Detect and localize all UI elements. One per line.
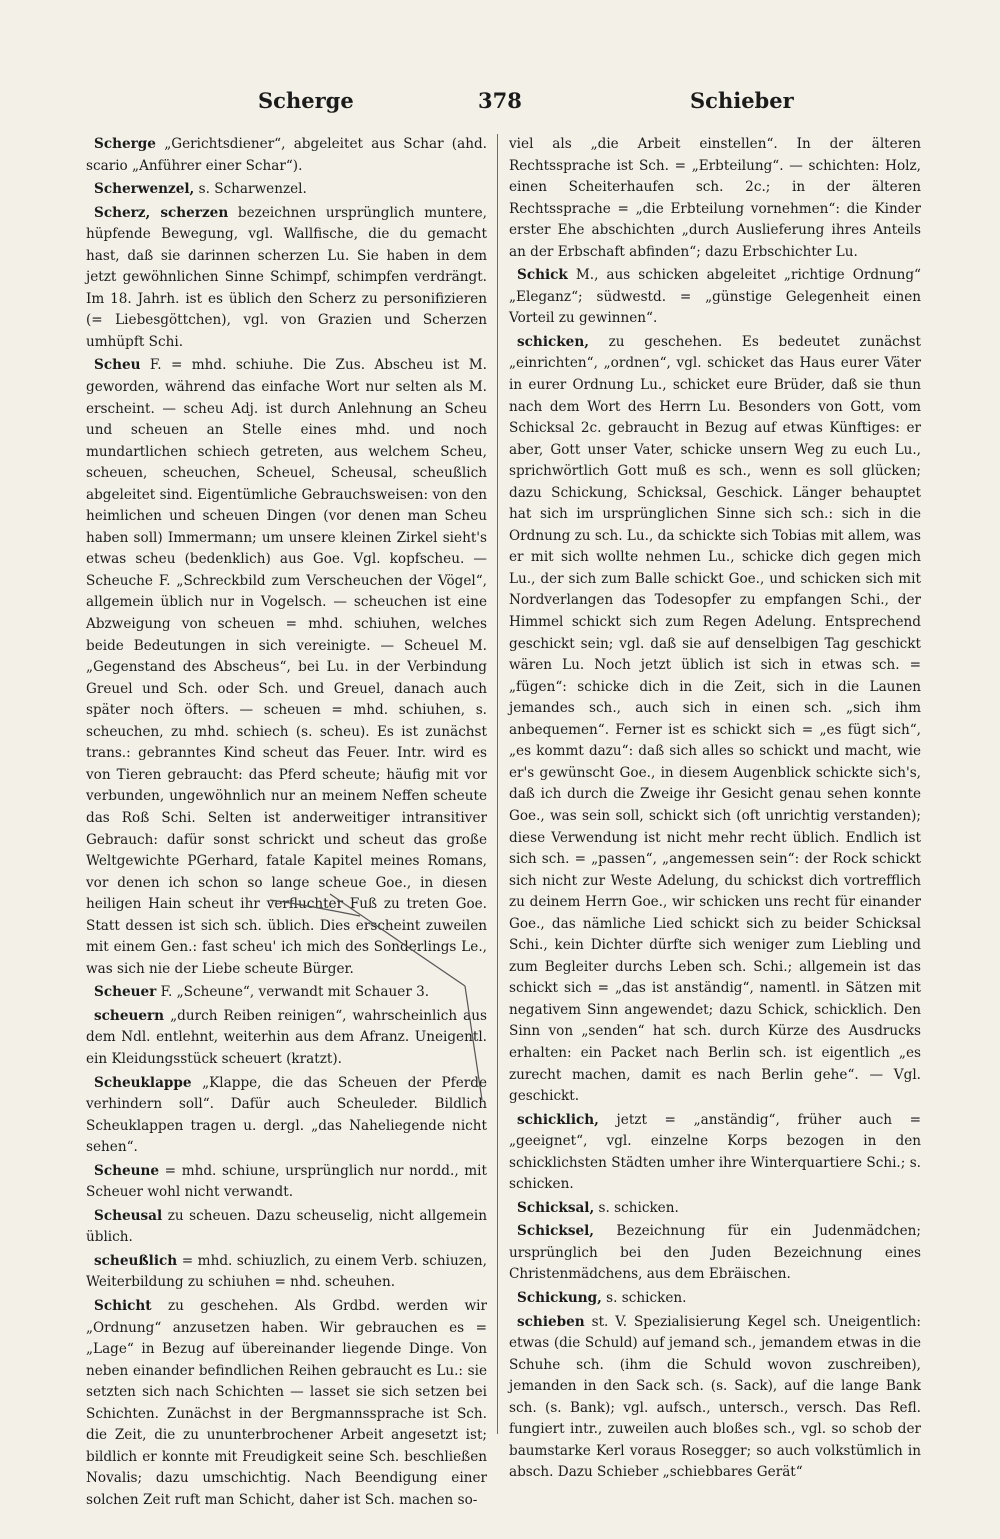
- entry-text: „Gerichtsdiener“, abgeleitet aus Schar (ahd. scario „Anführer einer Schar“).: [86, 136, 487, 174]
- dictionary-entry: [86, 1296, 487, 1511]
- header-right-catchword: Schieber: [690, 88, 794, 113]
- dictionary-entry: [86, 134, 487, 177]
- entry-headword: schicklich,: [517, 1111, 599, 1128]
- left-column: [86, 134, 487, 1508]
- dictionary-entry: [86, 982, 487, 1004]
- dictionary-entry: [509, 265, 921, 330]
- entry-text: F. „Scheune“, verwandt mit Schauer 3.: [156, 984, 430, 1001]
- entry-headword: Scheune: [94, 1162, 160, 1179]
- entry-text: M., aus schicken abgeleitet „richtige Ordnung“ „Eleganz“; südwestd. = „günstige Gelegenheit einen Vorteil zu gewinnen“.: [509, 267, 921, 327]
- page-number: 378: [478, 88, 522, 113]
- dictionary-entry: [86, 1073, 487, 1159]
- entry-headword: Schicht: [94, 1297, 152, 1314]
- entry-headword: schieben: [517, 1313, 585, 1330]
- dictionary-entry: [509, 1221, 921, 1286]
- entry-headword: Scheusal: [94, 1207, 163, 1224]
- entry-headword: Scherz, scherzen: [94, 204, 229, 221]
- dictionary-entry: [86, 1251, 487, 1294]
- dictionary-entry: [86, 179, 487, 201]
- dictionary-entry: [509, 134, 921, 263]
- entry-headword: schicken,: [517, 333, 589, 350]
- dictionary-entry: [509, 1110, 921, 1196]
- header-left-catchword: Scherge: [258, 88, 354, 113]
- entry-text: jetzt = „anständig“, früher auch = „geeignet“, vgl. einzelne Korps bezogen in den schicklichsten Städten umher ihre Winterquartiere Schi.; s. schicken.: [509, 1111, 921, 1193]
- dictionary-entry: [509, 1312, 921, 1484]
- dictionary-entry: [86, 1161, 487, 1204]
- entry-headword: Schick: [517, 267, 568, 284]
- entry-headword: Scherge: [94, 136, 156, 152]
- entry-text: bezeichnen ursprünglich muntere, hüpfende Bewegung, vgl. Wallfische, die du gemacht hast, daß sie darinnen scherzen Lu. Sie haben in dem jetzt gewöhnlichen Sinne Schimpf, schimpfen verdrängt. Im 18. Jahrh. ist es üblich den Scherz zu personifizieren (= Liebesgöttchen), vgl. von Grazien und Scherzen umhüpft Schi.: [86, 204, 487, 350]
- entry-headword: scheuern: [94, 1007, 165, 1024]
- dictionary-entry: [86, 203, 487, 354]
- page-header: [0, 88, 1000, 128]
- dictionary-entry: [86, 1206, 487, 1249]
- entry-text: „Klappe, die das Scheuen der Pferde verhindern soll“. Dafür auch Scheuleder. Bildlich Scheuklappen tragen u. dergl. „das Naheliegende nicht sehen“.: [86, 1074, 487, 1156]
- entry-headword: Schickung,: [517, 1289, 602, 1306]
- entry-text: zu scheuen. Dazu scheuselig, nicht allgemein üblich.: [86, 1207, 487, 1246]
- entry-headword: Scheuer: [94, 984, 157, 1001]
- entry-headword: Scherwenzel,: [94, 181, 195, 198]
- entry-text: = mhd. schiune, ursprünglich nur nordd., mit Scheuer wohl nicht verwandt.: [86, 1162, 487, 1201]
- entry-headword: Scheuklappe: [94, 1074, 192, 1091]
- dictionary-entry: [509, 1288, 921, 1310]
- entry-headword: Scheu: [94, 357, 141, 374]
- entry-text: s. Scharwenzel.: [194, 181, 307, 198]
- dictionary-entry: [86, 355, 487, 980]
- entry-text: F. = mhd. schiuhe. Die Zus. Abscheu ist M. geworden, während das einfache Wort nur selten als M. erscheint. — scheu Adj. ist durch Anlehnung an Scheu und scheuen an Stelle eines mhd. und noch mundartlichen schiech getreten, aus welchem Scheu, scheuen, scheuchen, Scheuel, Scheusal, scheußlich abgeleitet sind. Eigentümliche Gebrauchsweisen: von den heimlichen und scheuen Dingen (vor denen man Scheu haben soll) Immermann; um unsere kleinen Zirkel sieht's etwas scheu (bedenklich) aus Goe. Vgl. kopfscheu. — Scheuche F. „Schreckbild zum Verscheuchen der Vögel“, allgemein üblich nur in Vogelsch. — scheuchen ist eine Abzweigung von scheuen = mhd. schiuhen, welches beide Bedeutungen in sich vereinigte. — Scheuel M. „Gegenstand des Abscheus“, bei Lu. in der Verbindung Greuel und Sch. oder Sch. und Greuel, danach auch später noch öfters. — scheuen = mhd. schiuhen, s. scheuchen, zu mhd. schiech (s. scheu). Es ist zunächst trans.: gebranntes Kind scheut das Feuer. Intr. wird es von Tieren gebraucht: das Pferd scheute; häufig mit vor verbunden, ungewöhnlich nur an meinem Neffen scheute das Roß Schi. Selten ist anderweitiger intransitiver Gebrauch: dafür sonst schrickt und scheut das große Weltgewichte PGerhard, fatale Kapitel meines Romans, vor denen ich schon so lange scheue Goe., in diesen heiligen Hain scheut ihr verfluchter Fuß zu treten Goe. Statt dessen ist sich sch. üblich. Dies erscheint zuweilen mit einem Gen.: fast scheu' ich mich des Sonderlings Le., was sich nie der Liebe scheute Bürger.: [86, 357, 487, 977]
- entry-text: s. schicken.: [594, 1199, 679, 1216]
- entry-headword: Schicksel,: [517, 1223, 595, 1240]
- entry-text: Bezeichnung für ein Judenmädchen; ursprünglich bei den Juden Bezeichnung eines Christenmädchens, aus dem Ebräischen.: [509, 1223, 921, 1283]
- entry-headword: scheußlich: [94, 1252, 178, 1269]
- dictionary-entry: [86, 1006, 487, 1071]
- dictionary-entry: [509, 1198, 921, 1220]
- entry-text: zu geschehen. Als Grdbd. werden wir „Ordnung“ anzusetzen haben. Wir gebrauchen es = „Lage“ in Bezug auf übereinander liegende Dinge. Von neben einander befindlichen Reihen gebraucht es Lu.: sie setzten sich nach Schichten — lasset sie sich setzen bei Schichten. Zunächst in der Bergmannssprache ist Sch. die Zeit, die zu ununterbrochener Arbeit angesetzt ist; bildlich er konnte mit Freudigkeit seine Sch. beschließen Novalis; dazu umschichtig. Nach Beendigung einer solchen Zeit ruft man Schicht, daher ist Sch. machen so-: [86, 1297, 487, 1508]
- entry-text: s. schicken.: [601, 1289, 687, 1306]
- entry-text: = mhd. schiuzlich, zu einem Verb. schiuzen, Weiterbildung zu schiuhen = nhd. scheuhen.: [86, 1252, 487, 1291]
- entry-text: viel als „die Arbeit einstellen“. In der älteren Rechtssprache ist Sch. = „Erbteilung“. — schichten: Holz, einen Scheiterhaufen sch. 2c.; in der älteren Rechtssprache = „die Erbteilung vornehmen“: die Kinder erster Ehe abschichten „durch Auslieferung ihres Anteils an der Erbschaft abfinden“; dazu Erbschichter Lu.: [509, 136, 921, 260]
- entry-text: zu geschehen. Es bedeutet zunächst „einrichten“, „ordnen“, vgl. schicket das Haus eurer Väter in eurer Ordnung Lu., schicket eure Brüder, daß sie thun nach dem Wort des Herrn Lu. Besonders von Gott, vom Schicksal 2c. gebraucht in Bezug auf etwas Künftiges: er aber, Gott unser Vater, schicke unsern Weg zu euch Lu., sprichwörtlich Gott muß es sch., wenn es soll glücken; dazu Schickung, Schicksal, Geschick. Länger behauptet hat sich im ursprünglichen Sinne sich sch.: sich in die Ordnung zu sch. Lu., da schickte sich Tobias mit allem, was er mit sich wollte nehmen Lu., schicke dich gegen mich Lu., der sich zum Balle schickt Goe., und schicken sich mit Nordverlangen das Todesopfer zu empfangen Schi., der Himmel schickt sich zum Regen Adelung. Entsprechend geschickt sein; vgl. daß sie auf denselbigen Tag geschickt wären Lu. Noch jetzt üblich ist sich in etwas sch. = „fügen“: schicke dich in die Zeit, sich in die Launen jemandes sch., auch sich in einen sch. „sich ihm anbequemen“. Ferner ist es schickt sich = „es fügt sich“, „es kommt dazu“: daß sich alles so schickt und macht, wie er's gewünscht Goe., in diesem Augenblick schickte sich's, daß ich durch die Zweige ihr Gesicht genau sehen konnte Goe., was sein soll, schickt sich (oft unrichtig verstanden); diese Verwendung ist nicht mehr recht üblich. Endlich ist sich sch. = „passen“, „angemessen sein“: der Rock schickt sich nicht zur Weste Adelung, du schickst dich vortrefflich zu deinem Herrn Goe., wir schicken uns recht für einander Goe., das nämliche Lied schickt sich zu beider Schicksal Schi., kein Dichter dürfte sich weniger zum Liebling und zum Begleiter durchs Leben sch. Schi.; allgemein ist das schickt sich = „das ist anständig“, namentl. in Sätzen mit negativem Sinn angewendet; dazu Schick, schicklich. Den Sinn von „senden“ hat sch. durch Kürze des Ausdrucks erhalten: ein Packet nach Berlin sch. ist eigentlich „es zurecht machen, damit es nach Berlin gehe“. — Vgl. geschickt.: [509, 333, 921, 1105]
- entry-text: „durch Reiben reinigen“, wahrscheinlich aus dem Ndl. entlehnt, weiterhin aus dem Afranz. Uneigentl. ein Kleidungsstück scheuert (kratzt).: [86, 1007, 487, 1067]
- entry-text: st. V. Spezialisierung Kegel sch. Uneigentlich: etwas (die Schuld) auf jemand sch., jemandem etwas in die Schuhe sch. (ihm die Schuld wovon zuschreiben), jemanden in den Sack sch. (s. Sack), auf die lange Bank sch. (s. Bank); vgl. aufsch., untersch., versch. Das Refl. fungiert intr., zuweilen auch bloßes sch., vgl. so schob der baumstarke Kerl voraus Rosegger; so auch volkstümlich in absch. Dazu Schieber „schiebbares Gerät“: [509, 1313, 921, 1481]
- right-column: [509, 134, 921, 1481]
- column-divider: [497, 134, 498, 1434]
- dictionary-entry: [509, 332, 921, 1108]
- entry-headword: Schicksal,: [517, 1199, 595, 1216]
